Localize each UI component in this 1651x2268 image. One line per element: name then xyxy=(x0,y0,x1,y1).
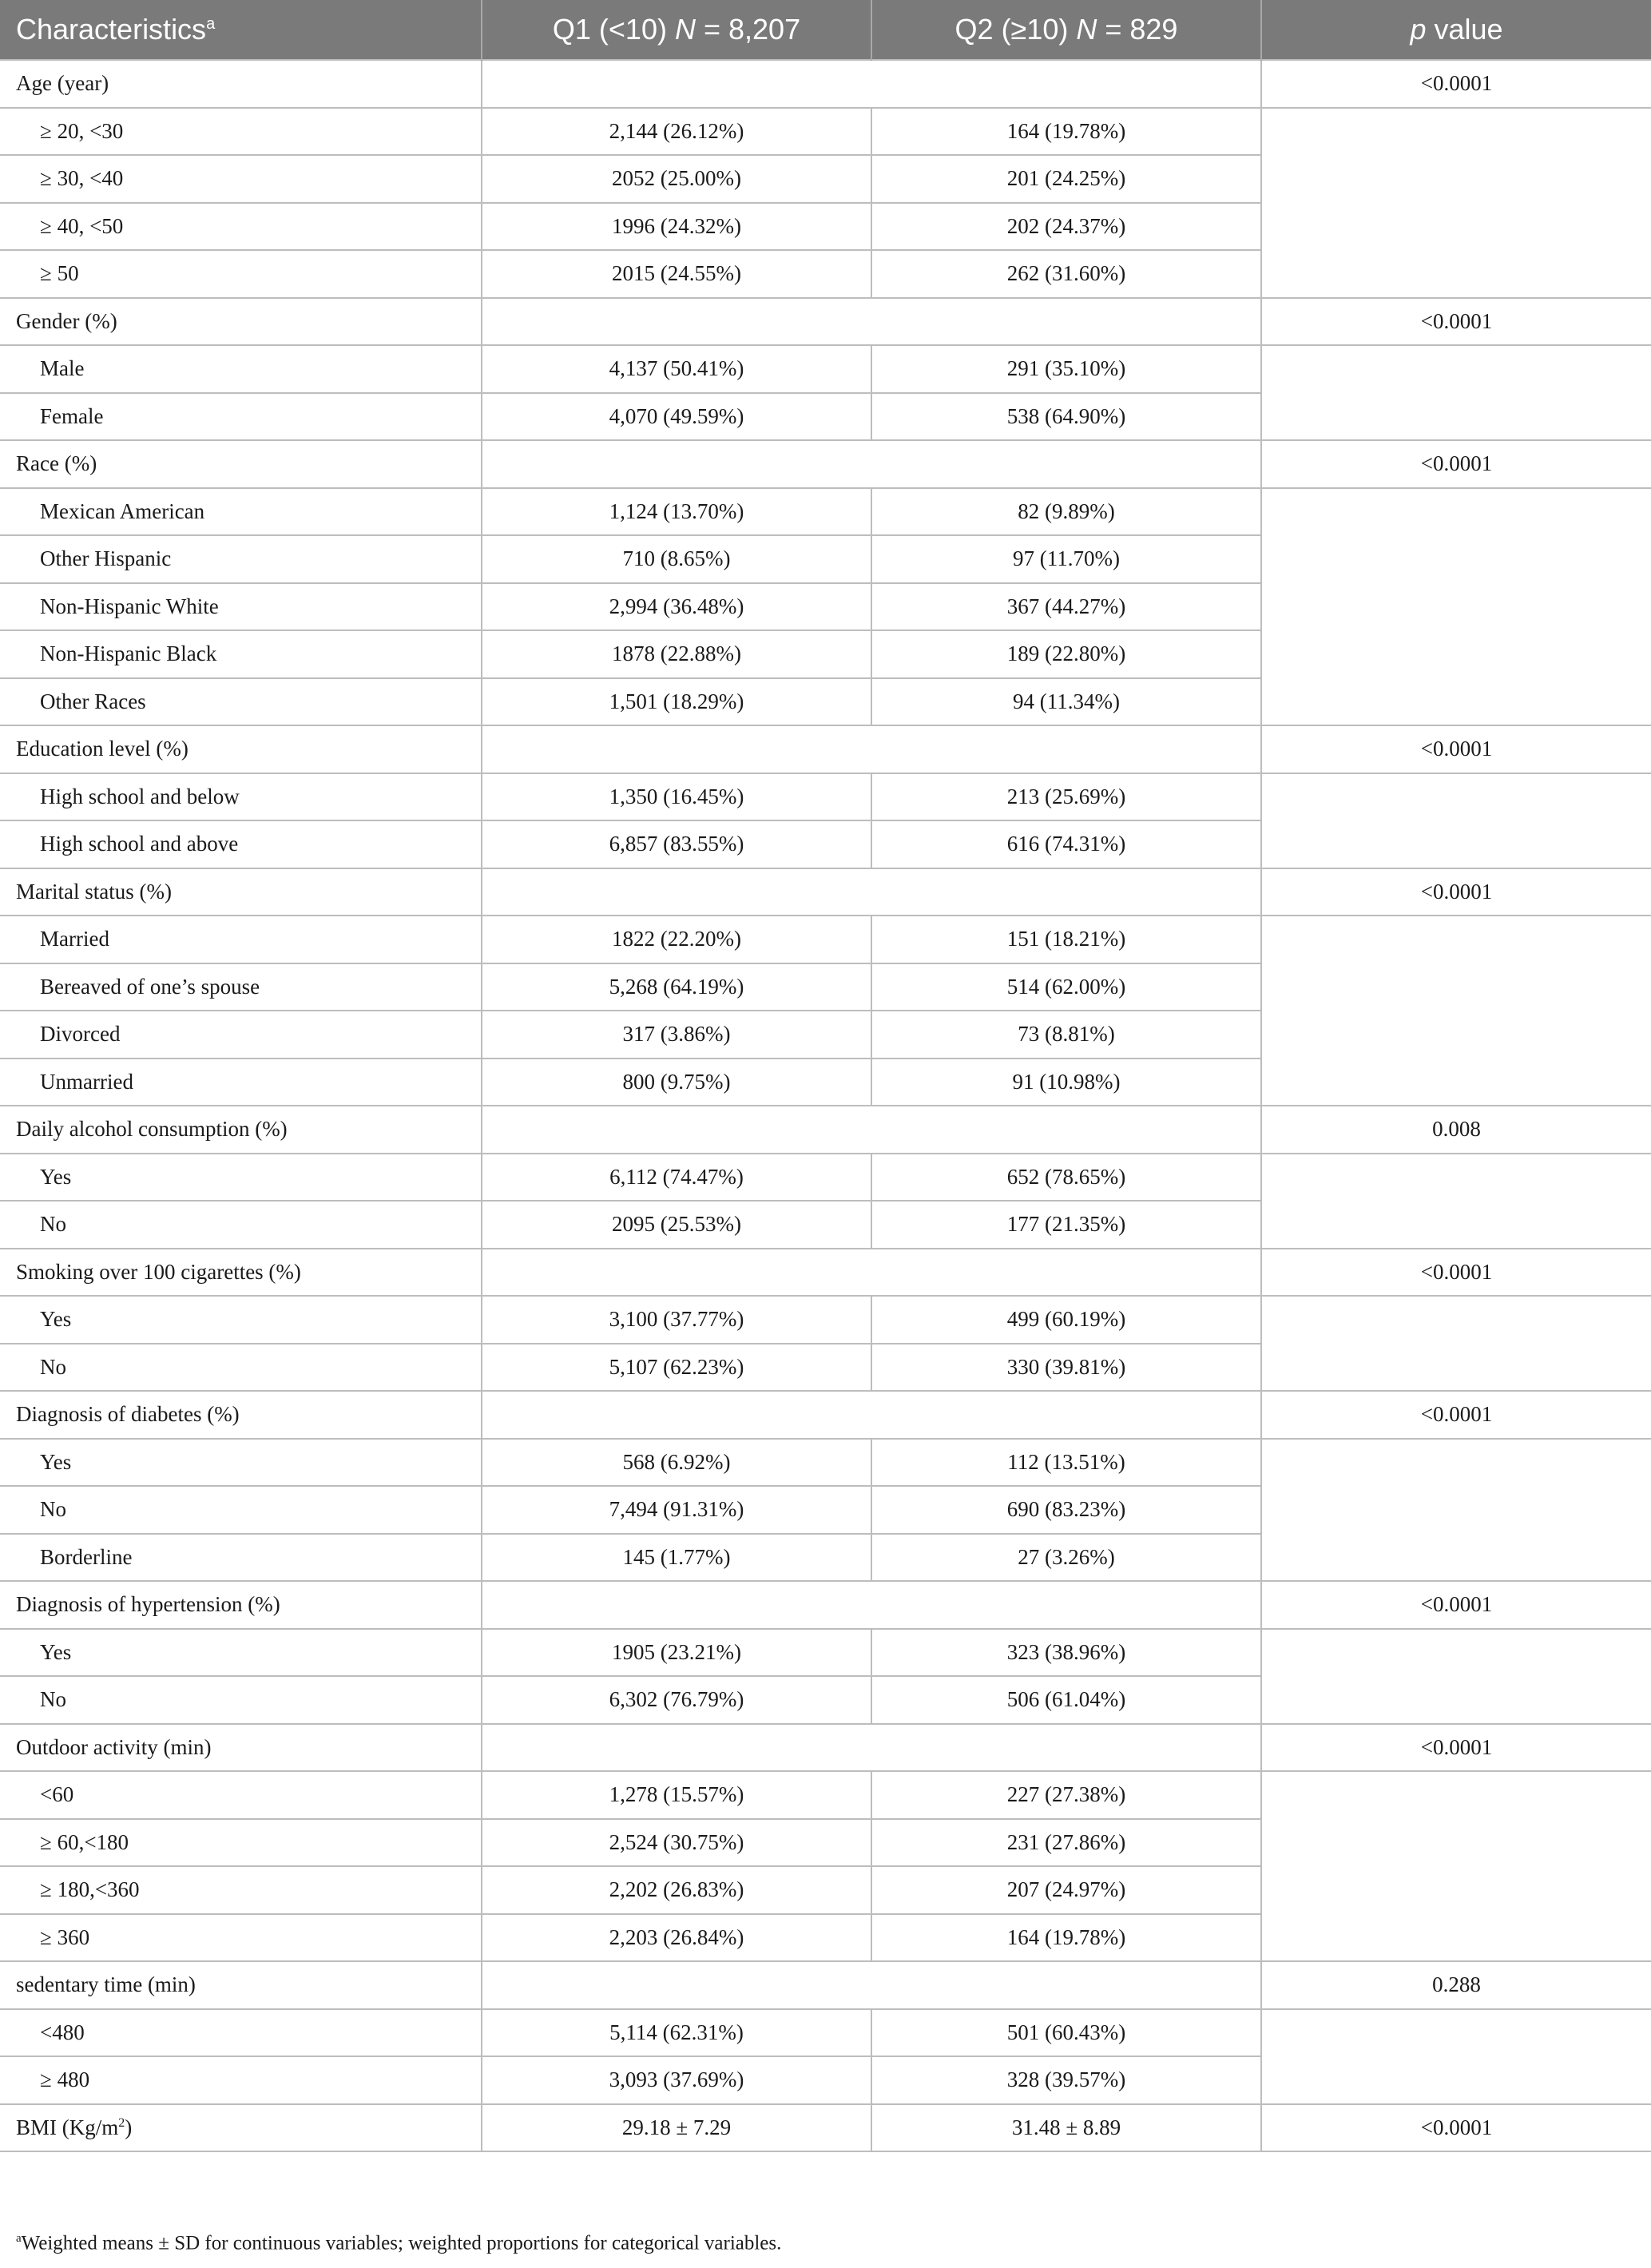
table-footnote xyxy=(16,2232,781,2254)
header-q1-n: N xyxy=(674,13,696,46)
row-q1-value: 4,070 (49.59%) xyxy=(482,393,871,441)
row-q1-value: 1878 (22.88%) xyxy=(482,630,871,678)
section-label: Daily alcohol consumption (%) xyxy=(0,1106,482,1154)
table-row xyxy=(0,2009,1651,2057)
table-row xyxy=(0,1771,1651,1819)
row-q2-value: 514 (62.00%) xyxy=(871,963,1261,1011)
section-spacer-cell xyxy=(482,1961,1261,2009)
row-q2-value: 652 (78.65%) xyxy=(871,1154,1261,1202)
row-q2-value: 151 (18.21%) xyxy=(871,916,1261,963)
header-characteristics xyxy=(0,0,482,60)
row-q1-value: 6,112 (74.47%) xyxy=(482,1154,871,1202)
section-spacer-cell xyxy=(482,868,1261,916)
row-q2-value: 499 (60.19%) xyxy=(871,1296,1261,1344)
row-label: High school and below xyxy=(0,773,482,821)
section-label: Gender (%) xyxy=(0,298,482,346)
row-q2-value: 328 (39.57%) xyxy=(871,2056,1261,2104)
row-q2-value: 207 (24.97%) xyxy=(871,1866,1261,1914)
row-q2-value: 177 (21.35%) xyxy=(871,1201,1261,1249)
row-q2-value: 201 (24.25%) xyxy=(871,155,1261,203)
section-p-value: <0.0001 xyxy=(1261,1391,1651,1439)
row-q1-value: 1,350 (16.45%) xyxy=(482,773,871,821)
row-q1-value: 2,203 (26.84%) xyxy=(482,1914,871,1962)
section-header-row xyxy=(0,1391,1651,1439)
header-p-italic: p xyxy=(1410,13,1427,46)
row-label: Yes xyxy=(0,1154,482,1202)
table-row xyxy=(0,1629,1651,1677)
row-q1-value: 5,107 (62.23%) xyxy=(482,1344,871,1392)
header-row xyxy=(0,0,1651,60)
table-row xyxy=(0,488,1651,536)
section-spacer-cell xyxy=(482,1391,1261,1439)
row-label: <60 xyxy=(0,1771,482,1819)
section-p-value: <0.0001 xyxy=(1261,1581,1651,1629)
section-p-value: <0.0001 xyxy=(1261,440,1651,488)
table-header xyxy=(0,0,1651,60)
header-p-suffix: value xyxy=(1426,13,1503,46)
row-p-empty-cell xyxy=(1261,773,1651,868)
header-characteristics-text: Characteristics xyxy=(16,13,207,46)
table-row xyxy=(0,773,1651,821)
row-q1-value: 6,302 (76.79%) xyxy=(482,1676,871,1724)
section-header-row xyxy=(0,1106,1651,1154)
row-q1-value: 1996 (24.32%) xyxy=(482,203,871,251)
row-p-empty-cell xyxy=(1261,1771,1651,1961)
row-q1-value: 7,494 (91.31%) xyxy=(482,1486,871,1534)
row-q1-value: 145 (1.77%) xyxy=(482,1534,871,1582)
row-p-empty-cell xyxy=(1261,2009,1651,2104)
section-label: Race (%) xyxy=(0,440,482,488)
row-label: Borderline xyxy=(0,1534,482,1582)
section-header-row xyxy=(0,868,1651,916)
footnote-sup: a xyxy=(16,2232,22,2245)
row-q1-value: 1,501 (18.29%) xyxy=(482,678,871,726)
section-label: Outdoor activity (min) xyxy=(0,1724,482,1772)
row-q2-value: 73 (8.81%) xyxy=(871,1011,1261,1059)
header-q1-suffix: = 8,207 xyxy=(695,13,801,46)
row-q1-value: 3,100 (37.77%) xyxy=(482,1296,871,1344)
row-q1-value: 5,268 (64.19%) xyxy=(482,963,871,1011)
row-label: Bereaved of one’s spouse xyxy=(0,963,482,1011)
row-label: ≥ 480 xyxy=(0,2056,482,2104)
section-spacer-cell xyxy=(482,60,1261,108)
row-q1-value: 2,144 (26.12%) xyxy=(482,108,871,156)
row-label: Yes xyxy=(0,1439,482,1487)
row-label: Divorced xyxy=(0,1011,482,1059)
row-q2-value: 231 (27.86%) xyxy=(871,1819,1261,1867)
row-q2-value: 323 (38.96%) xyxy=(871,1629,1261,1677)
row-p-empty-cell xyxy=(1261,1629,1651,1724)
section-label: Marital status (%) xyxy=(0,868,482,916)
section-spacer-cell xyxy=(482,725,1261,773)
row-q1-value: 568 (6.92%) xyxy=(482,1439,871,1487)
header-q1-prefix: Q1 (<10) xyxy=(552,13,675,46)
header-characteristics-sup: a xyxy=(206,15,216,33)
row-q1-value: 2052 (25.00%) xyxy=(482,155,871,203)
section-header-row xyxy=(0,1249,1651,1297)
section-header-row xyxy=(0,725,1651,773)
row-q2-value: 501 (60.43%) xyxy=(871,2009,1261,2057)
row-q1-value: 6,857 (83.55%) xyxy=(482,820,871,868)
row-p-empty-cell xyxy=(1261,345,1651,440)
section-label: Age (year) xyxy=(0,60,482,108)
section-header-row xyxy=(0,1581,1651,1629)
header-q1 xyxy=(482,0,871,60)
row-q2-value: 506 (61.04%) xyxy=(871,1676,1261,1724)
row-q2-value: 202 (24.37%) xyxy=(871,203,1261,251)
bmi-label-prefix: BMI (Kg/m xyxy=(16,2115,119,2139)
row-q2-value: 330 (39.81%) xyxy=(871,1344,1261,1392)
table-row xyxy=(0,345,1651,393)
section-header-row xyxy=(0,60,1651,108)
row-q2-value: 538 (64.90%) xyxy=(871,393,1261,441)
row-q2-value: 189 (22.80%) xyxy=(871,630,1261,678)
row-q1-value: 2,994 (36.48%) xyxy=(482,583,871,631)
header-q2 xyxy=(871,0,1261,60)
row-label: ≥ 40, <50 xyxy=(0,203,482,251)
row-label: Female xyxy=(0,393,482,441)
header-p-value xyxy=(1261,0,1651,60)
section-spacer-cell xyxy=(482,1581,1261,1629)
bmi-label-suffix: ) xyxy=(125,2115,133,2139)
header-q2-n: N xyxy=(1076,13,1097,46)
row-label: No xyxy=(0,1676,482,1724)
section-p-value: 0.288 xyxy=(1261,1961,1651,2009)
row-label: ≥ 50 xyxy=(0,250,482,298)
section-p-value: <0.0001 xyxy=(1261,725,1651,773)
row-q2-value: 82 (9.89%) xyxy=(871,488,1261,536)
row-label: Married xyxy=(0,916,482,963)
row-q2-value: 690 (83.23%) xyxy=(871,1486,1261,1534)
row-q1-value: 3,093 (37.69%) xyxy=(482,2056,871,2104)
row-label: Other Races xyxy=(0,678,482,726)
row-q1-value: 2,202 (26.83%) xyxy=(482,1866,871,1914)
table-row xyxy=(0,1439,1651,1487)
row-q1-value: 2095 (25.53%) xyxy=(482,1201,871,1249)
section-spacer-cell xyxy=(482,298,1261,346)
row-q2-value: 164 (19.78%) xyxy=(871,1914,1261,1962)
section-label: Smoking over 100 cigarettes (%) xyxy=(0,1249,482,1297)
row-q1-value: 4,137 (50.41%) xyxy=(482,345,871,393)
row-q2-value: 262 (31.60%) xyxy=(871,250,1261,298)
row-label: No xyxy=(0,1201,482,1249)
section-p-value: <0.0001 xyxy=(1261,1249,1651,1297)
section-label: Diagnosis of hypertension (%) xyxy=(0,1581,482,1629)
section-spacer-cell xyxy=(482,1106,1261,1154)
row-q2-value: 616 (74.31%) xyxy=(871,820,1261,868)
header-q2-suffix: = 829 xyxy=(1097,13,1178,46)
section-p-value: <0.0001 xyxy=(1261,1724,1651,1772)
row-label: No xyxy=(0,1344,482,1392)
row-label: ≥ 60,<180 xyxy=(0,1819,482,1867)
table-row xyxy=(0,108,1651,156)
section-header-row xyxy=(0,298,1651,346)
row-q2-value: 94 (11.34%) xyxy=(871,678,1261,726)
row-p-empty-cell xyxy=(1261,1439,1651,1582)
section-p-value: <0.0001 xyxy=(1261,868,1651,916)
row-q1-value: 317 (3.86%) xyxy=(482,1011,871,1059)
section-spacer-cell xyxy=(482,1249,1261,1297)
bmi-label-sup: 2 xyxy=(118,2115,125,2130)
row-q1-value: 1905 (23.21%) xyxy=(482,1629,871,1677)
section-spacer-cell xyxy=(482,440,1261,488)
row-p-empty-cell xyxy=(1261,1154,1651,1249)
section-p-value: <0.0001 xyxy=(1261,60,1651,108)
row-label: Non-Hispanic Black xyxy=(0,630,482,678)
row-label: <480 xyxy=(0,2009,482,2057)
row-q2-value: 227 (27.38%) xyxy=(871,1771,1261,1819)
row-label: Yes xyxy=(0,1629,482,1677)
bmi-q2-value: 31.48 ± 8.89 xyxy=(871,2104,1261,2152)
row-q2-value: 97 (11.70%) xyxy=(871,535,1261,583)
row-label: ≥ 360 xyxy=(0,1914,482,1962)
section-header-row xyxy=(0,1724,1651,1772)
row-q1-value: 1,278 (15.57%) xyxy=(482,1771,871,1819)
bmi-p-value: <0.0001 xyxy=(1261,2104,1651,2152)
row-q2-value: 91 (10.98%) xyxy=(871,1059,1261,1106)
section-label: sedentary time (min) xyxy=(0,1961,482,2009)
table-row xyxy=(0,916,1651,963)
table-body xyxy=(0,60,1651,2151)
bmi-q1-value: 29.18 ± 7.29 xyxy=(482,2104,871,2152)
row-p-empty-cell xyxy=(1261,108,1651,298)
section-spacer-cell xyxy=(482,1724,1261,1772)
row-q2-value: 112 (13.51%) xyxy=(871,1439,1261,1487)
row-q1-value: 710 (8.65%) xyxy=(482,535,871,583)
row-label: Yes xyxy=(0,1296,482,1344)
bmi-row xyxy=(0,2104,1651,2152)
row-q1-value: 2015 (24.55%) xyxy=(482,250,871,298)
bmi-label xyxy=(0,2104,482,2152)
section-label: Diagnosis of diabetes (%) xyxy=(0,1391,482,1439)
row-label: ≥ 20, <30 xyxy=(0,108,482,156)
section-p-value: <0.0001 xyxy=(1261,298,1651,346)
table-row xyxy=(0,1154,1651,1202)
row-p-empty-cell xyxy=(1261,916,1651,1106)
section-header-row xyxy=(0,440,1651,488)
row-q2-value: 367 (44.27%) xyxy=(871,583,1261,631)
row-q1-value: 800 (9.75%) xyxy=(482,1059,871,1106)
row-q2-value: 27 (3.26%) xyxy=(871,1534,1261,1582)
row-label: Other Hispanic xyxy=(0,535,482,583)
row-label: High school and above xyxy=(0,820,482,868)
row-q1-value: 2,524 (30.75%) xyxy=(482,1819,871,1867)
row-q2-value: 291 (35.10%) xyxy=(871,345,1261,393)
row-label: Male xyxy=(0,345,482,393)
header-q2-prefix: Q2 (≥10) xyxy=(954,13,1077,46)
row-label: Unmarried xyxy=(0,1059,482,1106)
row-p-empty-cell xyxy=(1261,1296,1651,1391)
row-label: Non-Hispanic White xyxy=(0,583,482,631)
row-q1-value: 1822 (22.20%) xyxy=(482,916,871,963)
footnote-text: Weighted means ± SD for continuous variables; weighted proportions for categorical variables. xyxy=(21,2232,782,2254)
row-label: Mexican American xyxy=(0,488,482,536)
row-q2-value: 213 (25.69%) xyxy=(871,773,1261,821)
table-row xyxy=(0,1296,1651,1344)
row-q2-value: 164 (19.78%) xyxy=(871,108,1261,156)
row-q1-value: 5,114 (62.31%) xyxy=(482,2009,871,2057)
row-p-empty-cell xyxy=(1261,488,1651,726)
section-header-row xyxy=(0,1961,1651,2009)
row-label: ≥ 180,<360 xyxy=(0,1866,482,1914)
row-label: ≥ 30, <40 xyxy=(0,155,482,203)
row-label: No xyxy=(0,1486,482,1534)
section-label: Education level (%) xyxy=(0,725,482,773)
section-p-value: 0.008 xyxy=(1261,1106,1651,1154)
row-q1-value: 1,124 (13.70%) xyxy=(482,488,871,536)
